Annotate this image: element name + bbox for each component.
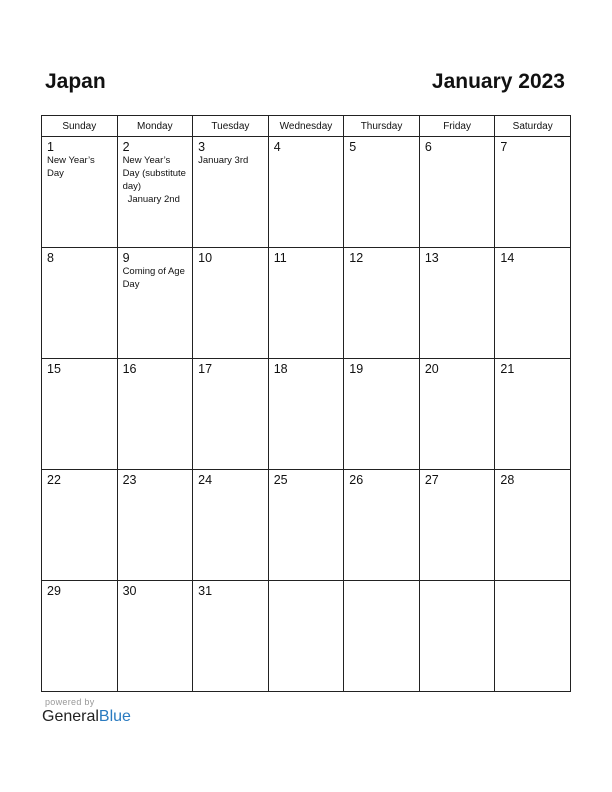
day-cell (117, 359, 193, 470)
day-cell (344, 248, 420, 359)
day-number: 7 (500, 140, 508, 154)
day-cell (42, 248, 118, 359)
day-cell (193, 359, 269, 470)
day-cell-empty (268, 581, 344, 692)
day-number: 20 (424, 362, 439, 376)
country-title: Japan (45, 70, 106, 93)
day-number: 31 (198, 584, 213, 598)
day-cell (268, 248, 344, 359)
day-cell (344, 470, 420, 581)
day-cell-empty (344, 581, 420, 692)
week-row (42, 359, 571, 470)
powered-by-label: powered by (45, 697, 95, 707)
week-row (42, 470, 571, 581)
day-number: 13 (424, 251, 439, 265)
day-cell (419, 248, 495, 359)
day-cell (193, 470, 269, 581)
logo-blue-text: Blue (98, 708, 131, 725)
day-cell (495, 248, 571, 359)
day-number: 23 (122, 473, 137, 487)
day-number: 2 (122, 140, 130, 154)
day-number: 29 (47, 584, 61, 598)
day-cell (193, 581, 269, 692)
day-cell (42, 470, 118, 581)
day-number: 19 (349, 362, 364, 376)
day-number: 12 (349, 251, 364, 265)
day-cell (268, 470, 344, 581)
day-number: 30 (122, 584, 137, 598)
weekday-header-row (42, 116, 571, 137)
day-cell (344, 137, 420, 248)
day-cell-empty (495, 581, 571, 692)
day-cell (268, 137, 344, 248)
day-cell (42, 137, 118, 248)
calendar-grid (41, 115, 571, 692)
day-number: 26 (349, 473, 364, 487)
day-cell-empty (419, 581, 495, 692)
holiday-label: January 2nd (127, 194, 180, 205)
day-cell (193, 137, 269, 248)
week-row (42, 137, 571, 248)
day-number: 18 (273, 362, 288, 376)
day-cell (495, 359, 571, 470)
generalblue-logo[interactable] (42, 708, 131, 726)
day-number: 25 (273, 473, 288, 487)
day-number: 5 (349, 140, 357, 154)
day-number: 9 (122, 251, 130, 265)
week-row (42, 248, 571, 359)
day-cell (419, 137, 495, 248)
day-cell (117, 470, 193, 581)
day-number: 27 (424, 473, 439, 487)
day-cell (42, 581, 118, 692)
month-title: January 2023 (431, 70, 565, 93)
day-number: 1 (47, 140, 54, 154)
day-cell (268, 359, 344, 470)
holiday-label: January 3rd (198, 155, 249, 166)
weekday-header: Friday (419, 116, 495, 137)
day-number: 6 (424, 140, 432, 154)
day-number: 16 (122, 362, 137, 376)
weekday-header: Wednesday (268, 116, 344, 137)
day-number: 3 (198, 140, 206, 154)
day-number: 28 (500, 473, 515, 487)
day-cell (419, 359, 495, 470)
holiday-label: Coming of Age Day (122, 266, 185, 290)
day-cell (495, 470, 571, 581)
week-row (42, 581, 571, 692)
day-number: 24 (198, 473, 213, 487)
weekday-header: Saturday (495, 116, 571, 137)
day-cell (344, 359, 420, 470)
day-number: 8 (47, 251, 54, 265)
logo-general-text: General (42, 708, 99, 725)
day-cell (117, 248, 193, 359)
day-number: 21 (500, 362, 515, 376)
weekday-header: Sunday (42, 116, 118, 137)
day-number: 14 (500, 251, 515, 265)
day-cell (495, 137, 571, 248)
day-cell (193, 248, 269, 359)
day-cell (419, 470, 495, 581)
day-number: 15 (47, 362, 61, 376)
day-cell (42, 359, 118, 470)
weekday-header: Tuesday (193, 116, 269, 137)
weekday-header: Monday (117, 116, 193, 137)
day-number: 4 (273, 140, 281, 154)
day-number: 11 (273, 251, 287, 265)
day-cell (117, 137, 193, 248)
day-number: 17 (198, 362, 213, 376)
day-number: 10 (198, 251, 213, 265)
holiday-label: New Year’s Day (substitute day) (122, 155, 186, 192)
weekday-header: Thursday (344, 116, 420, 137)
day-number: 22 (47, 473, 61, 487)
day-cell (117, 581, 193, 692)
holiday-label: New Year’s Day (47, 155, 95, 179)
